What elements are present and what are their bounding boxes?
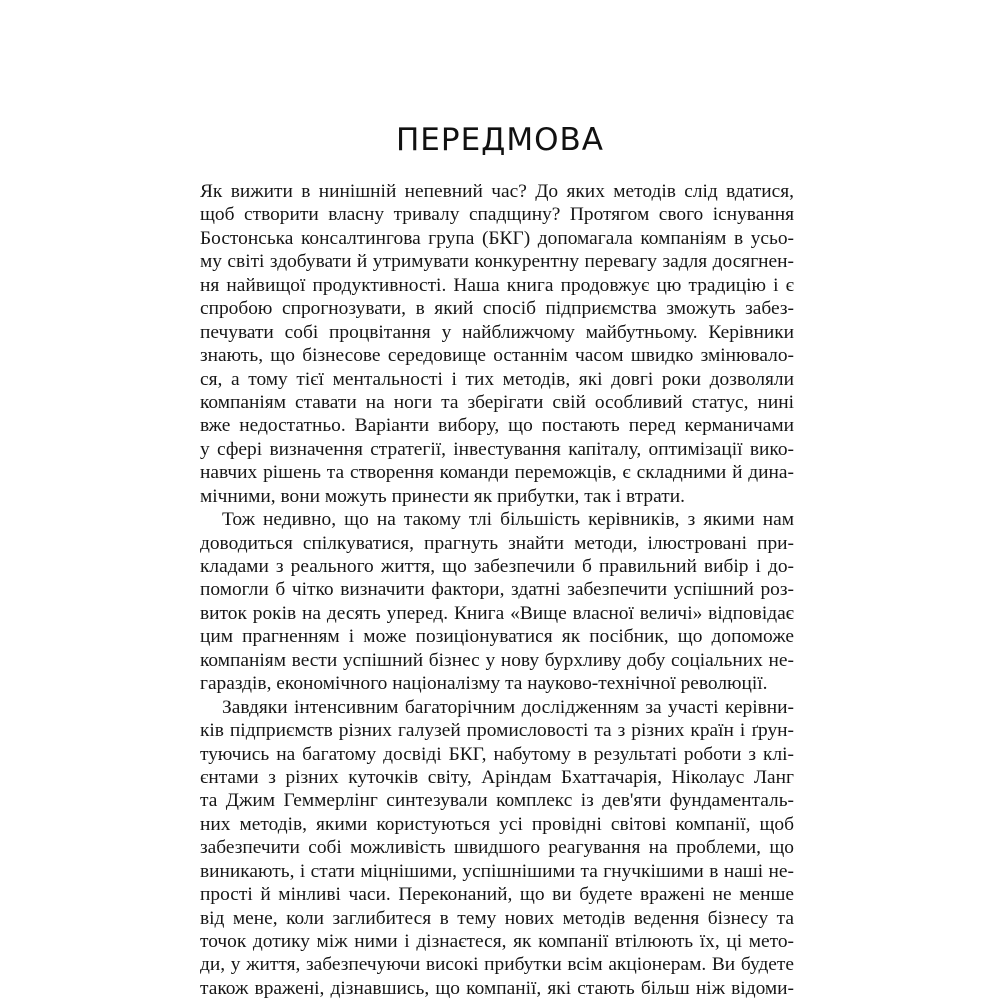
text-line: ся, а тому тієї ментальності і тих методів, які довгі роки дозволяли [200,368,794,390]
preface-body [200,180,794,1000]
text-line: у сфері визначення стратегії, інвестування капіталу, оптимізації вико- [200,438,794,460]
text-line: вже недостатньо. Варіанти вибору, що постають перед керманичами [200,415,794,437]
text-line: та Джим Геммерлінг синтезували комплекс із дев'яти фундаменталь- [200,790,794,812]
text-line: Бостонська консалтингова група (БКГ) допомагала компаніям в усьо- [200,227,794,249]
text-line: прості й мінливі часи. Переконаний, що ви будете вражені не менше [200,884,794,906]
text-line: мічними, вони можуть принести як прибутки, так і втрати. [200,485,685,507]
text-line: щоб створити власну тривалу спадщину? Протягом свого існування [200,204,794,226]
text-line: виникають, і стати міцнішими, успішнішими та гнучкішими в наші не- [200,860,794,882]
text-line: Як вижити в нинішній непевний час? До яких методів слід вдатися, [200,181,794,202]
text-line: цим прагненням і може позиціонуватися як посібник, що допоможе [200,626,794,648]
text-line: навчих рішень та створення команди переможців, є складними й дина- [200,462,794,484]
text-line: ня найвищої продуктивності. Наша книга продовжує цю традицію і є [200,274,794,296]
text-line: компаніям вести успішний бізнес у нову бурхливу добу соціальних не- [200,649,794,671]
text-line: му світі здобувати й утримувати конкурентну перевагу задля досягнен- [200,251,794,273]
text-line: ків підприємств різних галузей промисловості та з різних країн і ґрун- [200,720,794,742]
text-line: забезпечити собі можливість швидшого реагування на проблеми, що [200,837,794,859]
paragraph-3 [200,696,794,1000]
text-line: доводиться спілкуватися, прагнуть знайти методи, ілюстровані при- [200,532,794,554]
text-line: єнтами з різних куточків світу, Аріндам Бхаттачарія, Ніколаус Ланг [200,766,794,788]
text-line: печувати собі процвітання у найближчому майбутньому. Керівники [200,321,794,343]
paragraph-1 [200,180,794,508]
text-line: від мене, коли заглибитеся в тему нових методів ведення бізнесу та [200,907,794,929]
text-line: виток років на десять уперед. Книга «Вище власної величі» відповідає [200,602,794,624]
text-line: помогли б чітко визначити фактори, здатні забезпечити успішний роз- [200,579,794,601]
text-line: точок дотику між ними і дізнаєтеся, як компанії втілюють їх, ці мето- [200,931,794,952]
text-line: туючись на багатому досвіді БКГ, набутому в результаті роботи з клі- [200,743,794,765]
text-line: кладами з реального життя, що забезпечили б правильний вибір і до- [200,556,794,577]
text-line: компаніям ставати на ноги та зберігати свій особливий статус, нині [200,391,794,413]
text-line: гараздів, економічного націоналізму та науково-технічної революції. [200,673,768,695]
text-line: Тож недивно, що на такому тлі більшість керівників, з якими нам [222,509,794,531]
text-line: також вражені, дізнавшись, що компанії, які стають більш ніж відоми- [200,977,794,999]
text-line: ди, у життя, забезпечуючи високі прибутки всім акціонерам. Ви будете [200,954,794,976]
text-line: спробою спрогнозувати, в який спосіб підприємства зможуть забез- [200,298,794,320]
text-line: знають, що бізнесове середовище останнім часом швидко змінювало- [200,345,794,367]
paragraph-2 [200,508,794,696]
page-title: ПЕРЕДМОВА [395,122,605,158]
text-line: Завдяки інтенсивним багаторічним дослідженням за участі керівни- [222,696,794,718]
text-line: них методів, якими користуються усі провідні світові компанії, щоб [200,813,794,835]
